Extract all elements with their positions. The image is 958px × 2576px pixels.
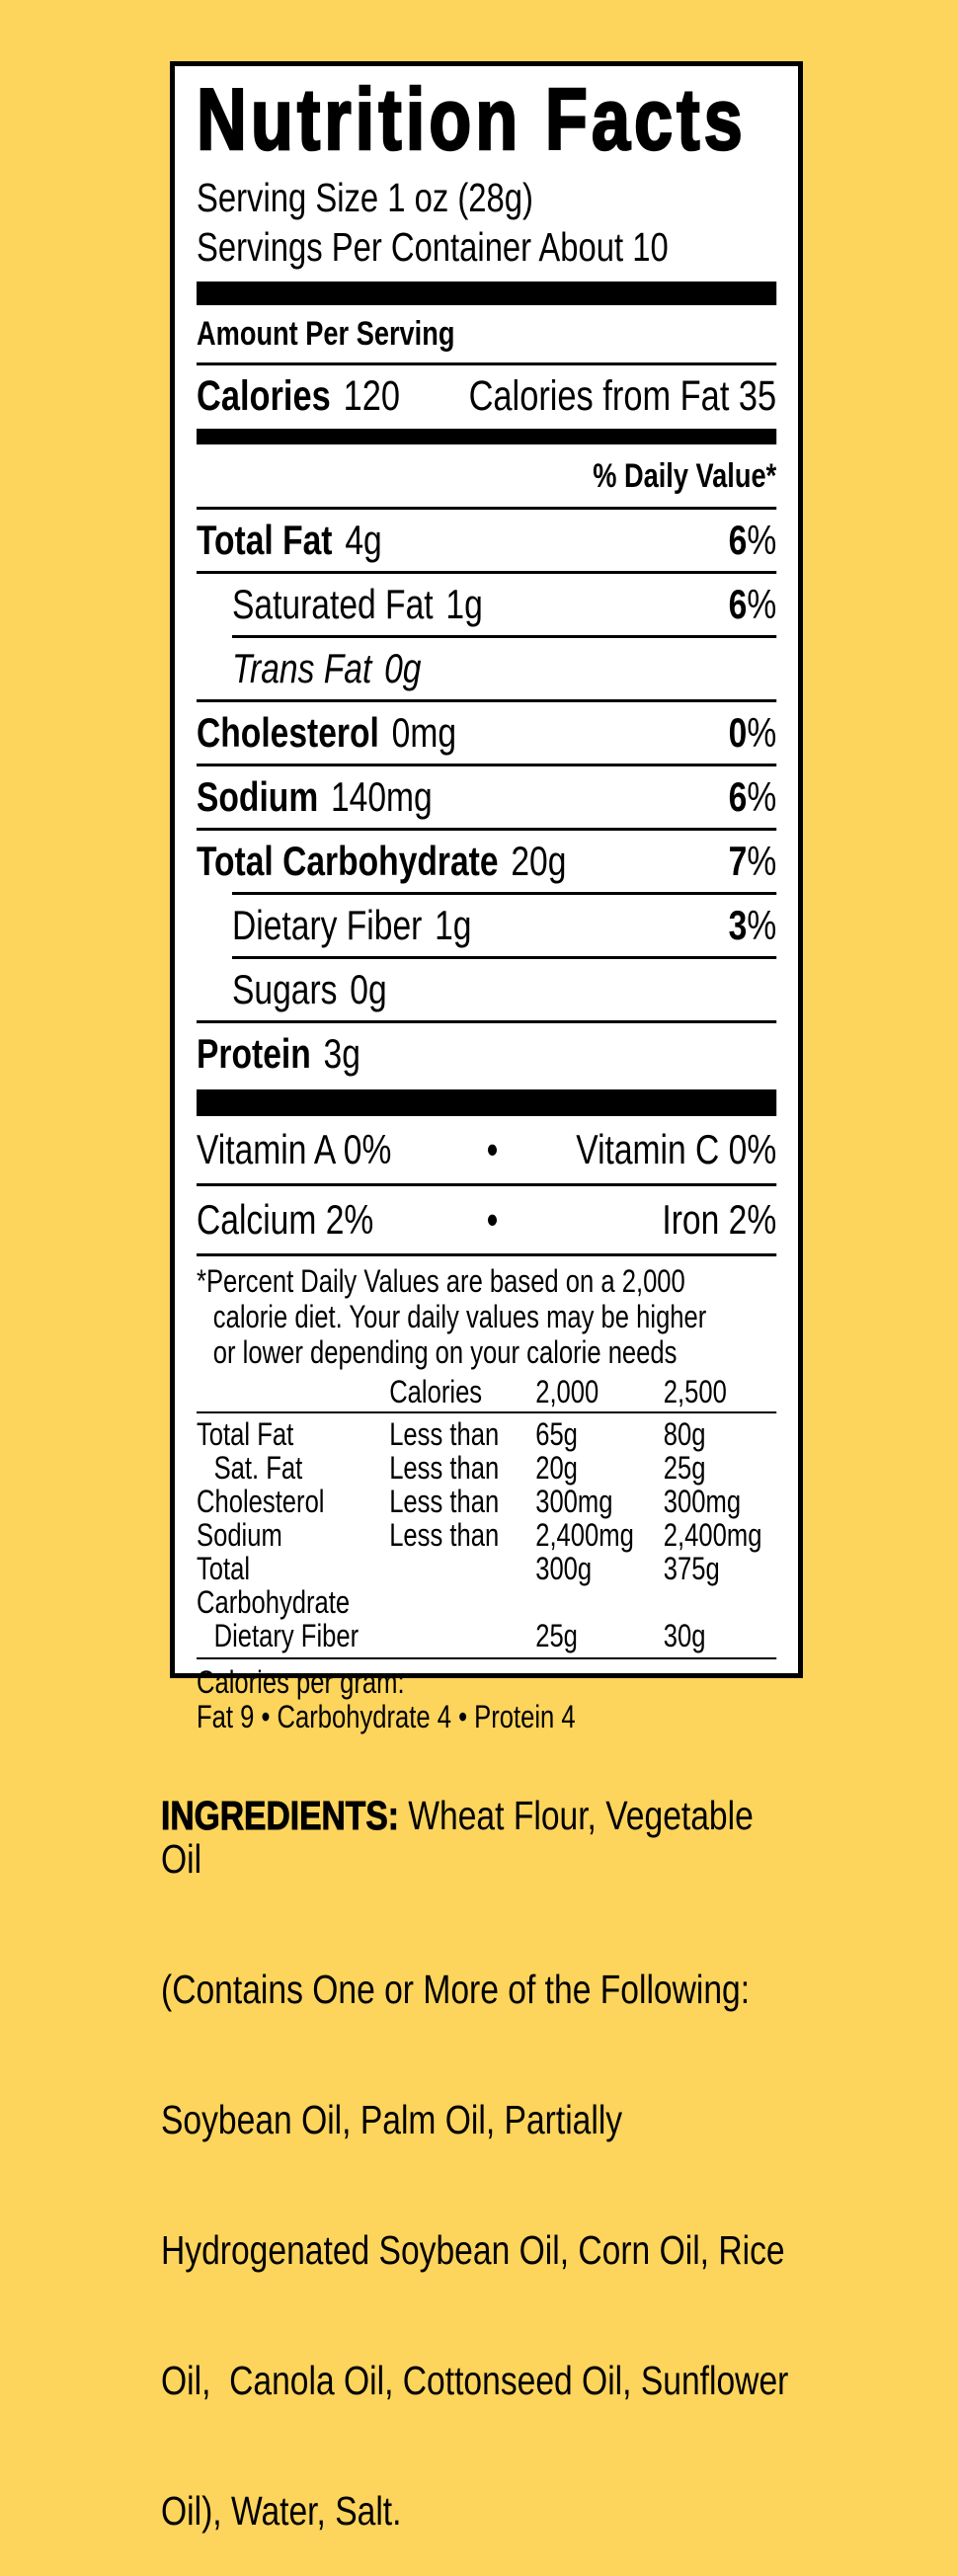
vitamin-a: Vitamin A 0%: [197, 1126, 392, 1172]
bullet-separator: •: [486, 1196, 499, 1243]
amount-per-serving-label: Amount Per Serving: [197, 315, 455, 353]
divider-thick-top: [197, 282, 776, 305]
calories-value: Calories 120: [197, 372, 400, 420]
nutrient-row-dietary-fiber: Dietary Fiber 1g 3%: [232, 902, 777, 948]
vitamin-c: Vitamin C 0%: [576, 1126, 777, 1172]
table-row-label: Total Carbohydrate: [197, 1551, 351, 1620]
calories-from-fat: Calories from Fat 35: [468, 372, 777, 420]
nutrient-row-cholesterol: Cholesterol 0mg 0%: [197, 709, 777, 756]
table-row-label: Sat. Fat: [213, 1450, 303, 1486]
calcium: Calcium 2%: [197, 1196, 374, 1243]
header-calories: Calories: [389, 1374, 483, 1409]
daily-value: 0%: [728, 709, 777, 756]
divider-rule: [197, 1253, 776, 1256]
nutrition-facts-title: Nutrition Facts: [197, 70, 747, 168]
divider-medium: [197, 429, 776, 444]
nutrient-row-saturated-fat: Saturated Fat 1g 6%: [232, 581, 777, 627]
header-2000: 2,000: [535, 1374, 599, 1409]
nutrient-row-sugars: Sugars 0g: [232, 966, 387, 1012]
daily-value-header: % Daily Value*: [593, 457, 777, 495]
ingredients-list: INGREDIENTS: Wheat Flour, Vegetable Oil (Contains One or More of the Following: Soybean Oil, Palm Oil, Partially Hydrogenated Soybean Oil, Corn Oil, Rice Oil, Canola Oil, Cottonseed Oil, Sunflower Oil), Water, Salt.: [161, 1793, 789, 2534]
daily-value: 7%: [728, 838, 777, 884]
footnote-table-header: [197, 1375, 776, 1411]
table-row-label: Total Fat: [197, 1416, 294, 1452]
servings-per-container: Servings Per Container About 10: [197, 224, 669, 270]
table-row-label: Sodium: [197, 1517, 282, 1553]
calories-row: [197, 365, 776, 429]
daily-values-footnote: *Percent Daily Values are based on a 2,000 calorie diet. Your daily values may be higher or lower depending on your calorie needs: [197, 1263, 707, 1370]
calories-per-gram: Calories per gram: Fat 9 • Carbohydrate 4 • Protein 4: [197, 1664, 576, 1734]
vitamin-row-1: [197, 1116, 776, 1183]
table-row-label: Dietary Fiber: [213, 1618, 359, 1653]
daily-value: 6%: [728, 773, 777, 820]
daily-value: 6%: [728, 581, 777, 627]
daily-value: 6%: [728, 517, 777, 563]
nutrition-facts-panel: [170, 61, 803, 1734]
ingredients-heading: INGREDIENTS:: [161, 1793, 399, 1838]
nutrient-row-trans-fat: Trans Fat 0g: [232, 645, 422, 691]
vitamin-row-2: [197, 1186, 776, 1253]
footnote-table: Total Fat Less than 65g 80g Sat. Fat Less than 20g 25g Cholesterol Less than 300mg 300mg Sodium Less than 2,400mg 2,400mg Total Carbohydrate 300g 375g Dietary Fiber 25g 30g: [197, 1416, 762, 1653]
divider-thick-bottom: [197, 1089, 776, 1116]
serving-size: Serving Size 1 oz (28g): [197, 175, 533, 220]
iron: Iron 2%: [662, 1196, 777, 1243]
bullet-separator: •: [486, 1126, 499, 1172]
daily-value: 3%: [728, 902, 777, 948]
header-2500: 2,500: [663, 1374, 727, 1409]
table-row-label: Cholesterol: [197, 1484, 325, 1519]
nutrient-row-protein: Protein 3g: [197, 1030, 360, 1077]
nutrient-row-total-carbohydrate: Total Carbohydrate 20g 7%: [197, 838, 777, 884]
nutrient-row-total-fat: Total Fat 4g 6%: [197, 517, 777, 563]
nutrient-row-sodium: Sodium 140mg 6%: [197, 773, 777, 820]
